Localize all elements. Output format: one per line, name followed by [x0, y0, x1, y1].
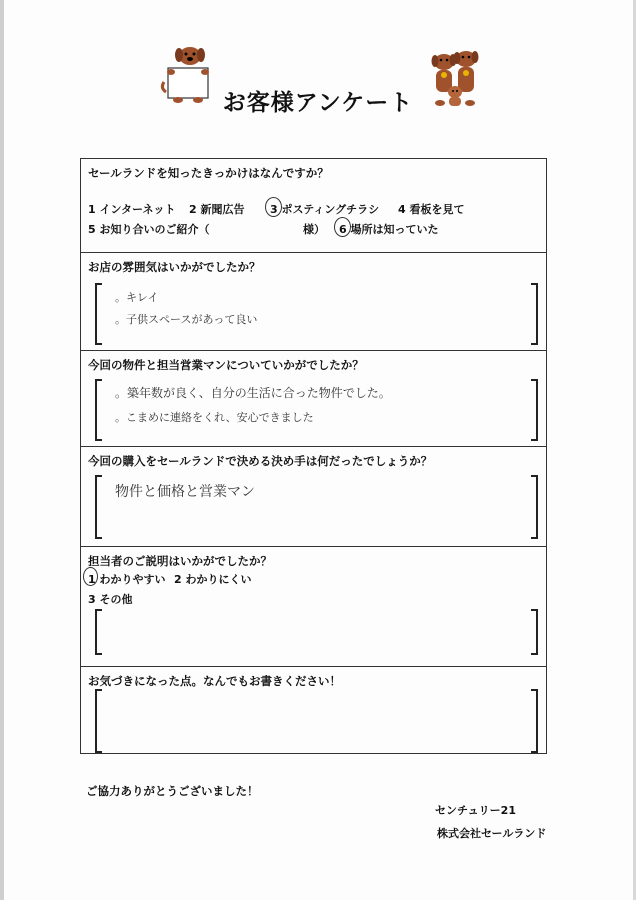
bracket-right	[531, 609, 538, 655]
bracket-left	[95, 475, 102, 539]
handwritten-answer-2: 。子供スペースがあって良い	[115, 313, 258, 326]
thanks-message: ご協力ありがとうございました！	[86, 784, 259, 798]
bracket-right	[531, 475, 538, 539]
bracket-left	[95, 379, 102, 441]
answer-circle-1	[83, 567, 98, 586]
handwritten-answer-1: 。キレイ	[115, 291, 159, 304]
bracket-right	[531, 283, 538, 345]
handwritten-answer-2: 。こまめに連絡をくれ、安心できました	[115, 411, 314, 424]
survey-form	[80, 158, 547, 754]
bracket-left	[95, 609, 102, 655]
option-posting-flyer: 3 ポスティングチラシ	[270, 203, 380, 216]
section-how-found	[81, 159, 546, 253]
option-knew-location: 6 場所は知っていた	[339, 223, 439, 236]
handwritten-answer-1: 。築年数が良く、自分の生活に合った物件でした。	[115, 386, 391, 400]
question-how-found: セールランドを知ったきっかけはなんですか？	[88, 166, 329, 180]
option-referral: 5 お知り合いのご紹介（	[88, 223, 210, 236]
option-signboard: 4 看板を見て	[398, 203, 465, 216]
question-atmosphere: お店の雰囲気はいかがでしたか？	[88, 260, 261, 274]
answer-circle-3	[265, 197, 282, 217]
company-brand: センチュリー21	[435, 804, 516, 817]
bracket-left	[95, 283, 102, 345]
option-newspaper: 2 新聞広告	[189, 203, 245, 216]
section-atmosphere	[81, 253, 546, 351]
section-comments	[81, 667, 546, 753]
dog-family-icon	[428, 48, 484, 108]
option-referral-suffix: 様）	[303, 223, 325, 236]
bracket-right	[531, 689, 538, 753]
option-other: 3 その他	[88, 593, 133, 606]
section-explanation	[81, 547, 546, 667]
section-property-salesperson	[81, 351, 546, 447]
question-explanation: 担当者のご説明はいかがでしたか？	[88, 554, 272, 568]
question-deciding-factor: 今回の購入をセールランドで決める決め手は何だったでしょうか？	[88, 454, 433, 468]
option-easy-to-understand: 1 わかりやすい	[88, 573, 166, 586]
page-title: お客様アンケート	[222, 90, 414, 116]
bracket-right	[531, 379, 538, 441]
option-internet: 1 インターネット	[88, 203, 176, 216]
section-deciding-factor	[81, 447, 546, 547]
handwritten-answer: 物件と価格と営業マン	[115, 484, 255, 500]
company-name: 株式会社セールランド	[437, 827, 547, 840]
option-hard-to-understand: 2 わかりにくい	[174, 573, 252, 586]
page-edge-left	[0, 0, 4, 900]
question-comments: お気づきになった点。なんでもお書きください！	[88, 674, 341, 688]
question-property-salesperson: 今回の物件と担当営業マンについていかがでしたか？	[88, 358, 364, 372]
bracket-left	[95, 689, 102, 753]
answer-circle-6	[334, 217, 351, 237]
